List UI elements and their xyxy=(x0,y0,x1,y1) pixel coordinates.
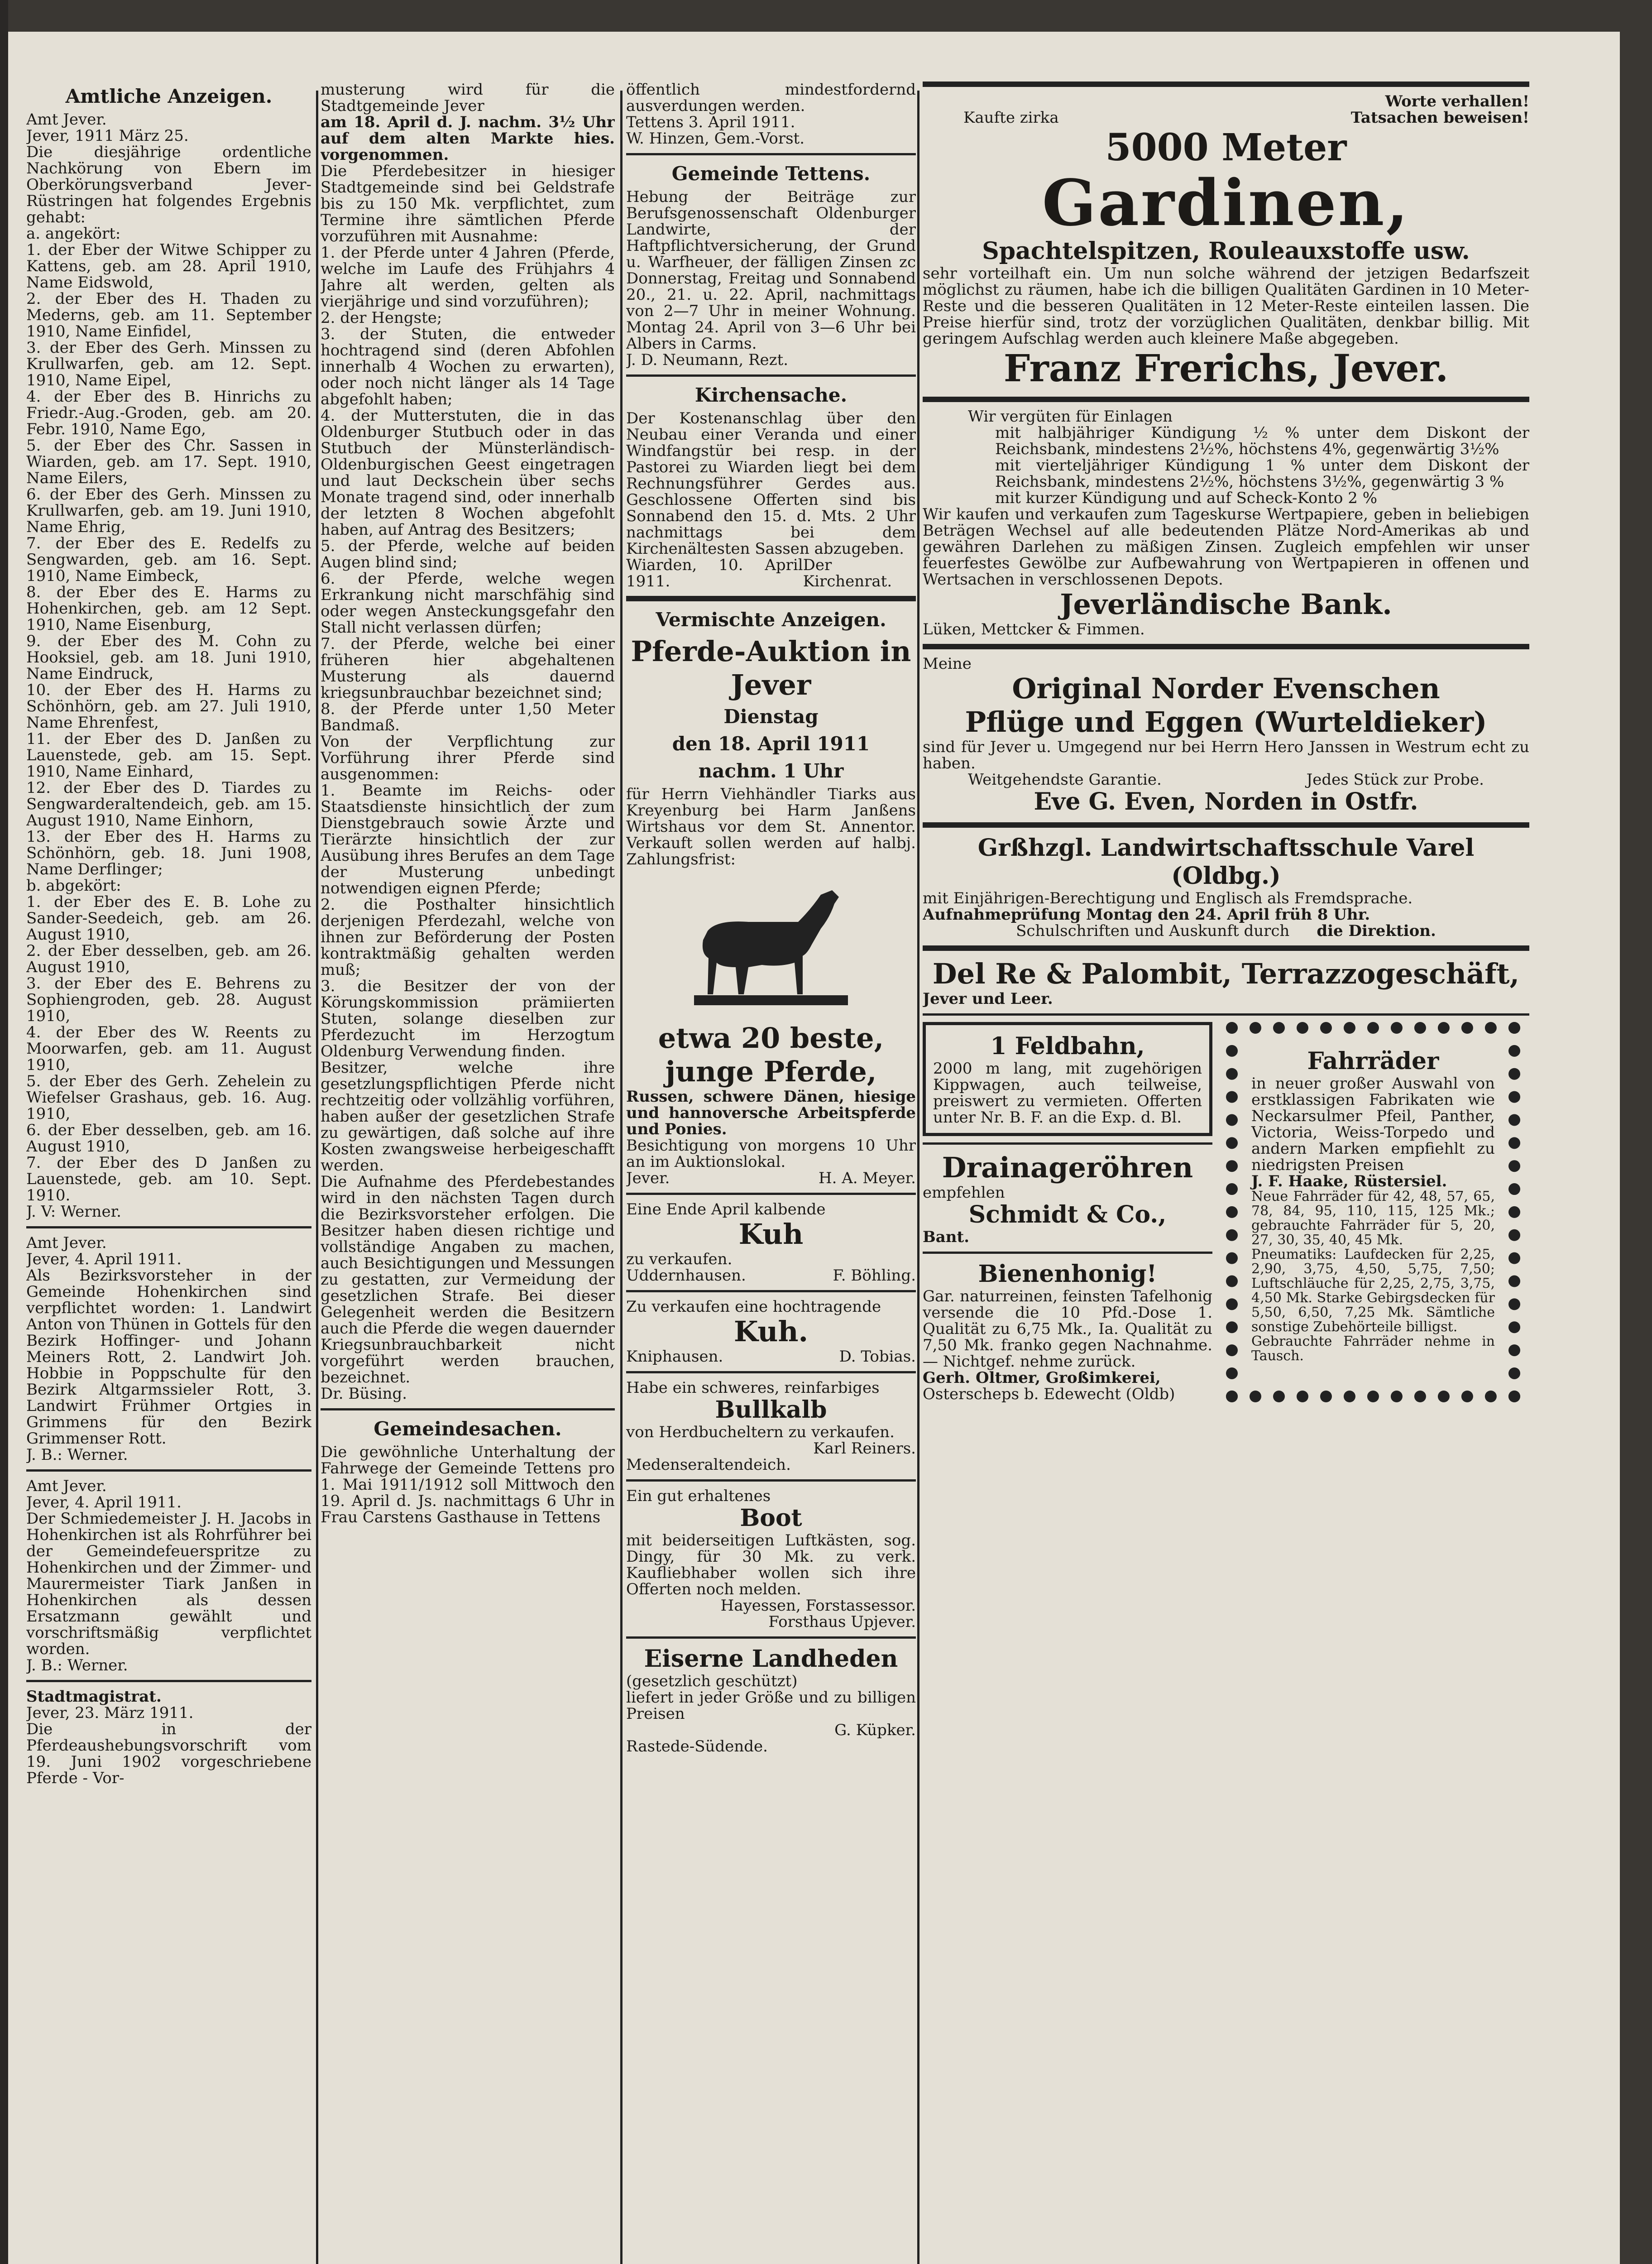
ad-place: Bant. xyxy=(923,1228,970,1246)
notice-body: Die Aufnahme des Pferdebestandes wird in den nächsten Tagen durch die Bezirksvorsteher erfolgen. Die Besitzer haben diesen richtige und vollständige Angaben zu machen, auch Besichtigungen und Messungen zu gestatten, zur Vermeidung der gesetzlichen Strafe. Bei dieser Gelegenheit werden die Besitzern auch die Pferde die wegen dauernder Kriegsunbrauchbarkeit nicht vorgeführt werden brauchen, bezeichnet. xyxy=(321,1173,615,1386)
ad-signature: Eve G. Even, Norden in Ostfr. xyxy=(1034,788,1418,815)
list-item: 7. der Eber des E. Redelfs zu Sengwarden, geb. am 16. Sept. 1910, Name Eimbeck, xyxy=(26,534,311,585)
column-rule xyxy=(316,91,318,2264)
bank-line: mit vierteljähriger Kündigung 1 % unter dem Diskont der Reichsbank, mindestens 2½%, höchstens 3½%, gegenwärtig 3 % xyxy=(995,456,1529,491)
ad-slogan: Tatsachen beweisen! xyxy=(1350,109,1529,127)
ad-slogan: Worte verhallen! xyxy=(1385,92,1529,110)
ad-intro: Eine Ende April kalbende xyxy=(626,1200,826,1218)
ad-bottom-area xyxy=(923,1022,1529,1402)
column-misc-ads xyxy=(626,82,916,1755)
notice-date: Jever, 1911 März 25. xyxy=(26,127,189,145)
notice-signature: Dr. Büsing. xyxy=(321,1385,407,1403)
ad-title: Bienenhonig! xyxy=(978,1260,1157,1288)
notice-date: Jever, 4. April 1911. xyxy=(26,1493,182,1511)
ad-detail: Weitgehendste Garantie. xyxy=(968,771,1162,789)
divider xyxy=(626,1193,916,1195)
divider xyxy=(626,153,916,155)
ad-title: Del Re & Palombit, Terrazzogeschäft, xyxy=(932,957,1520,990)
ad-detail: Jedes Stück zur Probe. xyxy=(1306,771,1484,789)
ad-title: Bullkalb xyxy=(715,1396,827,1424)
ad-body: in neuer großer Auswahl von erstklassigen Fabrikaten wie Neckarsulmer Pfeil, Panther, Victoria, Weiss-Torpedo und andern Marken empfiehlt zu niedrigsten Preisen xyxy=(1251,1074,1495,1174)
notice-authority: Amt Jever. xyxy=(26,1477,107,1495)
ad-left-stack xyxy=(923,1022,1212,1402)
auction-time: nachm. 1 Uhr xyxy=(698,760,844,782)
divider xyxy=(923,822,1529,828)
ad-body: liefert in jeder Größe und zu billigen Preisen xyxy=(626,1688,916,1723)
list-item: 8. der Pferde unter 1,50 Meter Bandmaß. xyxy=(321,700,615,734)
ad-title: Eiserne Landheden xyxy=(644,1645,898,1673)
signature-row xyxy=(626,1348,916,1365)
list-item: 3. die Besitzer der von der Körungskommission prämiierten Stuten, solange dieselben zur Pferdezucht im Herzogtum Oldenburg Verwendung finden. xyxy=(321,977,615,1060)
notice-signature: W. Hinzen, Gem.-Vorst. xyxy=(626,130,805,148)
list-item: 4. der Mutterstuten, die in das Oldenburger Stutbuch oder in das Stutbuch der Münsterländisch-Oldenburgischen Geest eingetragen und laut Deckschein über sechs Monate tragend sind, oder innerhalb der letzten 8 Wochen abgefohlt haben, auf Antrag des Besitzers; xyxy=(321,407,615,539)
ad-subtitle: Spachtelspitzen, Rouleauxstoffe usw. xyxy=(982,237,1470,265)
notice-body: Die Pferdebesitzer in hiesiger Stadtgemeinde sind bei Geldstrafe bis zu 150 Mk. verpflichtet, zum Termine ihre sämtlichen Pferde vorzuführen mit Ausnahme: xyxy=(321,162,615,245)
notice-date: am 18. April d. J. nachm. 3½ Uhr auf dem alten Markte hies. vorgenommen. xyxy=(321,113,615,164)
list-item: 5. der Pferde, welche auf beiden Augen blind sind; xyxy=(321,537,615,571)
notice-body: Hebung der Beiträge zur Berufsgenossenschaft Oldenburger Landwirte, der Haftpflichtversicherung, der Grund u. Warfheuer, der fälligen Zinsen zc Donnerstag, Freitag und Sonnabend 20., 21. u. 22. April, nachmittags von 2—7 Uhr in meiner Wohnung. Montag 24. April von 3—6 Uhr bei Albers in Carms. xyxy=(626,188,916,353)
divider xyxy=(626,1290,916,1292)
ad-body: Schulschriften und Auskunft durch xyxy=(1016,922,1290,940)
auction-count: etwa 20 beste, junge Pferde, xyxy=(658,1022,884,1088)
list-item: 4. der Eber des B. Hinrichs zu Friedr.-Aug.-Groden, geb. am 20. Febr. 1910, Name Ego, xyxy=(26,388,311,438)
signature-row xyxy=(626,557,916,590)
ad-intro: Habe ein schweres, reinfarbiges xyxy=(626,1379,880,1397)
auction-day: Dienstag xyxy=(723,705,819,728)
section-label: b. abgekört: xyxy=(26,877,121,895)
ad-signature: Karl Reiners. xyxy=(813,1439,916,1458)
list-item: 9. der Eber des M. Cohn zu Hooksiel, geb. am 18. Juni 1910, Name Eindruck, xyxy=(26,632,311,683)
ad-title: Kuh xyxy=(738,1218,804,1251)
notice-date: Tettens 3. April 1911. xyxy=(626,113,795,131)
list-item: 2. der Eber desselben, geb. am 26. August 1910, xyxy=(26,942,311,976)
fahrraeder-ad xyxy=(1226,1022,1520,1402)
list-item: 2. der Eber des H. Thaden zu Mederns, geb. am 11. September 1910, Name Einfidel, xyxy=(26,290,311,341)
notice-authority: Amt Jever. xyxy=(26,110,107,129)
ad-intro: Ein gut erhaltenes xyxy=(626,1487,771,1505)
ad-header-row xyxy=(923,110,1529,126)
list-item: 6. der Pferde, welche wegen Erkrankung nicht marschfähig sind oder wegen Ansteckungsgefahr den Stall nicht verlassen dürfen; xyxy=(321,570,615,637)
ad-signature: D. Tobias. xyxy=(839,1348,916,1366)
column-rule xyxy=(917,91,919,2264)
divider xyxy=(626,596,916,601)
horse-illustration xyxy=(676,877,866,1012)
list-item: 1. der Eber des E. B. Lohe zu Sander-Seedeich, geb. am 26. August 1910, xyxy=(26,893,311,944)
ad-title: Boot xyxy=(740,1504,802,1532)
ad-signature: Franz Frerichs, Jever. xyxy=(1003,347,1449,390)
ad-body: Aufnahmeprüfung Montag den 24. April früh 8 Uhr. xyxy=(923,906,1370,924)
list-item: 3. der Stuten, die entweder hochtragend sind (deren Abfohlen innerhalb 4 Wochen zu erwarten), oder noch nicht länger als 14 Tage abgefohlt haben; xyxy=(321,325,615,408)
list-item: 1. Beamte im Reichs- oder Staatsdienste hinsichtlich der zum Dienstgebrauch sowie Ärzte und Tierärzte hinsichtlich der zur Ausübung ihres Berufes an dem Tage der Musterung unbedingt notwendigen eignen Pferde; xyxy=(321,782,615,897)
page-edge xyxy=(0,0,8,2264)
ad-place: Osterscheps b. Edewecht (Oldb) xyxy=(923,1385,1175,1402)
ad-signature: J. F. Haake, Rüstersiel. xyxy=(1251,1172,1447,1190)
list-item: 6. der Eber desselben, geb. am 16. August 1910, xyxy=(26,1121,311,1156)
ad-prices: Pneumatiks: Laufdecken für 2,25, 2,90, 3,75, 4,50, 5,75, 7,50; Luftschläuche für 2,25, 2,75, 3,75, 4,50 Mk. Starke Gebirgsdecken für 5,50, 6,50, 7,25 Mk. Sämtliche sonstige Zubehörteile billigst. xyxy=(1251,1247,1495,1335)
ad-title: Grßhzgl. Landwirtschaftsschule Varel (Oldbg.) xyxy=(977,834,1475,890)
section-heading: Vermischte Anzeigen. xyxy=(656,609,886,631)
list-item: 2. die Posthalter hinsichtlich derjenigen Pferdezahl, welche von ihnen zur Beförderung der Posten kontraktmäßig gehalten werden muß; xyxy=(321,896,615,979)
ad-subtitle: Jever und Leer. xyxy=(923,990,1053,1008)
ad-intro: Kaufte zirka xyxy=(963,109,1059,127)
notice-signature: J. V: Werner. xyxy=(26,1203,121,1221)
ad-body: Gar. naturreinen, feinsten Tafelhonig versende die 10 Pfd.-Dose 1. Qualität zu 6,75 Mk., Ia. Qualität zu 7,50 Mk. franko gegen Nachnahme. — Nichtgef. nehme zurück. xyxy=(923,1287,1212,1371)
divider xyxy=(626,1371,916,1373)
ad-body: von Herdbucheltern zu verkaufen. xyxy=(626,1423,895,1441)
list-item: 10. der Eber des H. Harms zu Schönhörn, geb. am 27. Juli 1910, Name Ehrenfest, xyxy=(26,681,311,732)
column-horse-inspection xyxy=(321,82,615,1525)
auction-view: Besichtigung von morgens 10 Uhr an im Auktionslokal. xyxy=(626,1137,916,1171)
notice-authority: Stadtmagistrat. xyxy=(26,1688,162,1706)
auction-place: Jever. xyxy=(626,1169,670,1187)
ad-signature: die Direktion. xyxy=(1317,922,1436,940)
ad-body: 2000 m lang, mit zugehörigen Kippwagen, auch teilweise, preiswert zu vermieten. Offerten unter Nr. B. F. an die Exp. d. Bl. xyxy=(933,1060,1202,1127)
divider xyxy=(626,374,916,377)
ad-title: Original Norder Evenschen xyxy=(1012,672,1440,705)
list-item: 7. der Pferde, welche bei einer früheren hier abgehaltenen Musterung als dauernd kriegsunbrauchbar bezeichnet sind; xyxy=(321,635,615,702)
ad-signature: F. Böhling. xyxy=(833,1266,916,1285)
column-official-notices xyxy=(26,82,311,1786)
notice-date: Jever, 23. März 1911. xyxy=(26,1704,194,1722)
divider xyxy=(923,644,1529,649)
column-display-ads xyxy=(923,82,1529,1402)
ad-signature: Hayessen, Forstassessor. xyxy=(720,1597,916,1615)
section-heading: Gemeinde Tettens. xyxy=(671,163,871,185)
ad-prices: Neue Fahrräder für 42, 48, 57, 65, 78, 84, 95, 110, 115, 125 Mk.; gebrauchte Fahrräder für 5, 20, 27, 30, 35, 40, 45 Mk. xyxy=(1251,1189,1495,1248)
ad-body: Wir kaufen und verkaufen zum Tageskurse Wertpapiere, geben in beliebigen Beträgen Wechsel auf alle bedeutenden Plätze Nord-Amerikas ab und gewähren Darlehen zu mäßigen Zinsen. Zugleich empfehlen wir unser feuerfestes Gewölbe zur Aufbewahrung von Wertpapieren in offenen und Wertsachen in verschlossenen Depots. xyxy=(923,505,1529,589)
section-heading: Gemeindesachen. xyxy=(373,1418,562,1440)
ad-subtitle: (gesetzlich geschützt) xyxy=(626,1672,798,1690)
list-item: 1. der Pferde unter 4 Jahren (Pferde, welche im Laufe des Frühjahrs 4 Jahre alt werden, gelten als vierjährige und sind vorzuführen); xyxy=(321,244,615,311)
ad-detail-row xyxy=(923,772,1529,788)
list-item: 5. der Eber des Gerh. Zehelein zu Wiefelser Grashaus, geb. 16. Aug. 1910, xyxy=(26,1072,311,1123)
auction-title: Pferde-Auktion in Jever xyxy=(631,635,911,701)
ad-title: Fahrräder xyxy=(1307,1047,1439,1075)
divider xyxy=(923,945,1529,951)
divider xyxy=(626,1636,916,1639)
auction-body: für Herrn Viehhändler Tiarks aus Kreyenburg bei Harm Janßens Wirtshaus vor dem St. Annentor. Verkauft sollen werden auf halbj. Zahlungsfrist: xyxy=(626,785,916,868)
divider xyxy=(321,1408,615,1410)
gardinen-title: Gardinen, xyxy=(1042,166,1410,240)
ad-place: Rastede-Südende. xyxy=(626,1737,768,1755)
notice-authority: Amt Jever. xyxy=(26,1234,107,1252)
ad-detail-row xyxy=(923,923,1529,939)
notice-intro: Die diesjährige ordentliche Nachkörung von Ebern im Oberkörungsverband Jever-Rüstringen hat folgendes Ergebnis gehabt: xyxy=(26,143,311,226)
ad-title: Drainageröhren xyxy=(942,1151,1193,1184)
list-item: 3. der Eber des Gerh. Minssen zu Krullwarfen, geb. am 12. Sept. 1910, Name Eipel, xyxy=(26,339,311,389)
ad-body: zu verkaufen. xyxy=(626,1250,733,1268)
list-item: 8. der Eber des E. Harms zu Hohenkirchen, geb. am 12 Sept. 1910, Name Eisenburg, xyxy=(26,583,311,634)
list-item: 13. der Eber des H. Harms zu Schönhörn, geb. 18. Juni 1908, Name Derflinger; xyxy=(26,828,311,878)
auction-date: den 18. April 1911 xyxy=(672,733,870,755)
ad-intro: Zu verkaufen eine hochtragende xyxy=(626,1298,881,1316)
feldbahn-ad xyxy=(923,1022,1212,1136)
ad-place: Kniphausen. xyxy=(626,1348,723,1366)
bank-line: Wir vergüten für Einlagen xyxy=(968,408,1173,426)
divider xyxy=(923,1142,1212,1145)
divider xyxy=(923,1013,1529,1016)
notice-body: Die gewöhnliche Unterhaltung der Fahrwege der Gemeinde Tettens pro 1. Mai 1911/1912 soll Mittwoch den 19. April d. Js. nachmittags 6 Uhr in Frau Carstens Gasthause in Tettens xyxy=(321,1443,615,1525)
list-item: 5. der Eber des Chr. Sassen in Wiarden, geb. am 17. Sept. 1910, Name Eilers, xyxy=(26,436,311,487)
notice-body: Von der Verpflichtung zur Vorführung ihrer Pferde sind ausgenommen: xyxy=(321,733,615,783)
section-heading: Amtliche Anzeigen. xyxy=(65,85,273,107)
list-item: 4. der Eber des W. Reents zu Moorwarfen, geb. am 11. August 1910, xyxy=(26,1023,311,1074)
column-rule xyxy=(620,91,622,2264)
notice-body: Besitzer, welche ihre gesetzlungspflichtigen Pferde nicht rechtzeitig oder vollzählig vorführen, haben außer der gesetzlichen Strafe zu gewärtigen, daß solche auf ihre Kosten zwangsweise herbeigeschafft werden. xyxy=(321,1059,615,1175)
bank-line: mit halbjähriger Kündigung ½ % unter dem Diskont der Reichsbank, mindestens 2½%, höchstens 4%, gegenwärtig 3½% xyxy=(995,424,1529,458)
notice-body: öffentlich mindestfordernd ausverdungen werden. xyxy=(626,82,916,115)
notice-body: Der Kostenanschlag über den Neubau einer Veranda und einer Windfangstür bei resp. in der Pastorei zu Wiarden liegt bei dem Rechnungsführer Gerdes aus. Geschlossene Offerten sind bis Sonnabend den 15. d. Mts. 2 Uhr nachmittags bei dem Kirchenältesten Sassen abzugeben. xyxy=(626,409,916,558)
signature-row xyxy=(626,1170,916,1186)
notice-date: Wiarden, 10. April 1911. xyxy=(626,556,803,590)
ad-signature: Schmidt & Co., xyxy=(968,1201,1167,1228)
list-item: 11. der Eber des D. Janßen zu Lauenstede, geb. am 15. Sept. 1910, Name Einhard, xyxy=(26,730,311,781)
ad-title: 1 Feldbahn, xyxy=(990,1032,1145,1060)
list-item: 3. der Eber des E. Behrens zu Sophiengroden, geb. 28. August 1910, xyxy=(26,974,311,1025)
notice-date: Jever, 4. April 1911. xyxy=(26,1250,182,1268)
ad-body: mit Einjährigen-Berechtigung und Englisch als Fremdsprache. xyxy=(923,889,1413,907)
divider xyxy=(923,82,1529,87)
divider xyxy=(923,1252,1212,1254)
bank-line: mit kurzer Kündigung und auf Scheck-Konto 2 % xyxy=(995,489,1378,507)
divider xyxy=(26,1226,311,1228)
ad-place: Medenseraltendeich. xyxy=(626,1456,791,1474)
notice-signature: J. D. Neumann, Rezt. xyxy=(626,351,789,369)
notice-signature: Der Kirchenrat. xyxy=(803,556,892,590)
notice-body: musterung wird für die Stadtgemeinde Jever xyxy=(321,82,615,115)
divider xyxy=(26,1469,311,1472)
divider xyxy=(923,397,1529,402)
ad-signature: G. Küpker. xyxy=(834,1721,916,1739)
ad-signature: Gerh. Oltmer, Großimkerei, xyxy=(923,1369,1161,1387)
notice-signature: J. B.: Werner. xyxy=(26,1446,128,1464)
signature-row xyxy=(626,1267,916,1284)
ad-body: mit beiderseitigen Luftkästen, sog. Dingy, für 30 Mk. zu verk. Kaufliebhaber wollen sich ihre Offerten noch melden. xyxy=(626,1531,916,1598)
ad-signature: Jeverländische Bank. xyxy=(1060,588,1392,621)
ad-place: Uddernhausen. xyxy=(626,1266,746,1285)
auction-kinds: Russen, schwere Dänen, hiesige und hannoversche Arbeitspferde und Ponies. xyxy=(626,1088,916,1138)
notice-body: Der Schmiedemeister J. H. Jacobs in Hohenkirchen ist als Rohrführer bei der Gemeindefeuerspritze zu Hohenkirchen und der Zimmer- und Maurermeister Tiark Janßen in Hohenkirchen als dessen Ersatzmann gewählt und vorschriftsmäßig verpflichtet worden. xyxy=(26,1510,311,1658)
ad-body: sehr vorteilhaft ein. Um nun solche während der jetzigen Bedarfszeit möglichst zu räumen, habe ich die billigen Qualitäten Gardinen in 10 Meter-Reste und die besseren Qualitäten in 12 Meter-Reste einteilen lassen. Die Preise hierfür sind, trotz der vorzüglichen Qualitäten, denkbar billig. Mit geringem Aufschlag werden auch kleinere Maße abgegeben. xyxy=(923,264,1529,348)
list-item: 7. der Eber des D Janßen zu Lauenstede, geb. am 10. Sept. 1910. xyxy=(26,1154,311,1204)
newspaper-page xyxy=(8,32,1620,2264)
list-item: 1. der Eber der Witwe Schipper zu Kattens, geb. am 28. April 1910, Name Eidswold, xyxy=(26,241,311,292)
ad-intro: Meine xyxy=(923,655,972,673)
ad-title: Kuh. xyxy=(733,1315,809,1348)
list-item: 2. der Hengste; xyxy=(321,309,442,327)
notice-body: Die in der Pferdeaushebungsvorschrift vom 19. Juni 1902 vorgeschriebene Pferde - Vor- xyxy=(26,1720,311,1786)
ad-title: 5000 Meter xyxy=(1105,126,1347,169)
auction-signature: H. A. Meyer. xyxy=(818,1169,916,1187)
ad-subtitle: Lüken, Mettcker & Fimmen. xyxy=(923,620,1145,638)
notice-body: Als Bezirksvorsteher in der Gemeinde Hohenkirchen sind verpflichtet worden: 1. Landwirt Anton von Thünen in Gottels für den Bezirk Hoffinger- und Johann Meiners Rott, 2. Landwirt Joh. Hobbie in Poppschulte für den Bezirk Altgarmssieler Rott, 3. Landwirt Frühmer Ortgies in Grimmens für den Bezirk Grimmenser Rott. xyxy=(26,1266,311,1448)
ad-note: Gebrauchte Fahrräder nehme in Tausch. xyxy=(1251,1333,1495,1364)
ad-title: Pflüge und Eggen (Wurteldieker) xyxy=(965,705,1487,739)
ad-place: Forsthaus Upjever. xyxy=(768,1613,916,1631)
ad-subtitle: empfehlen xyxy=(923,1184,1005,1202)
divider xyxy=(26,1680,311,1682)
list-item: 12. der Eber des D. Tiardes zu Sengwarderaltendeich, geb. am 15. August 1910, Name Einhorn, xyxy=(26,779,311,830)
divider xyxy=(626,1479,916,1482)
notice-signature: J. B.: Werner. xyxy=(26,1656,128,1674)
ad-body: sind für Jever u. Umgegend nur bei Herrn Hero Janssen in Westrum echt zu haben. xyxy=(923,738,1529,772)
section-label: a. angekört: xyxy=(26,225,121,243)
list-item: 6. der Eber des Gerh. Minssen zu Krullwarfen, geb. am 19. Juni 1910, Name Ehrig, xyxy=(26,485,311,536)
section-heading: Kirchensache. xyxy=(694,384,848,406)
